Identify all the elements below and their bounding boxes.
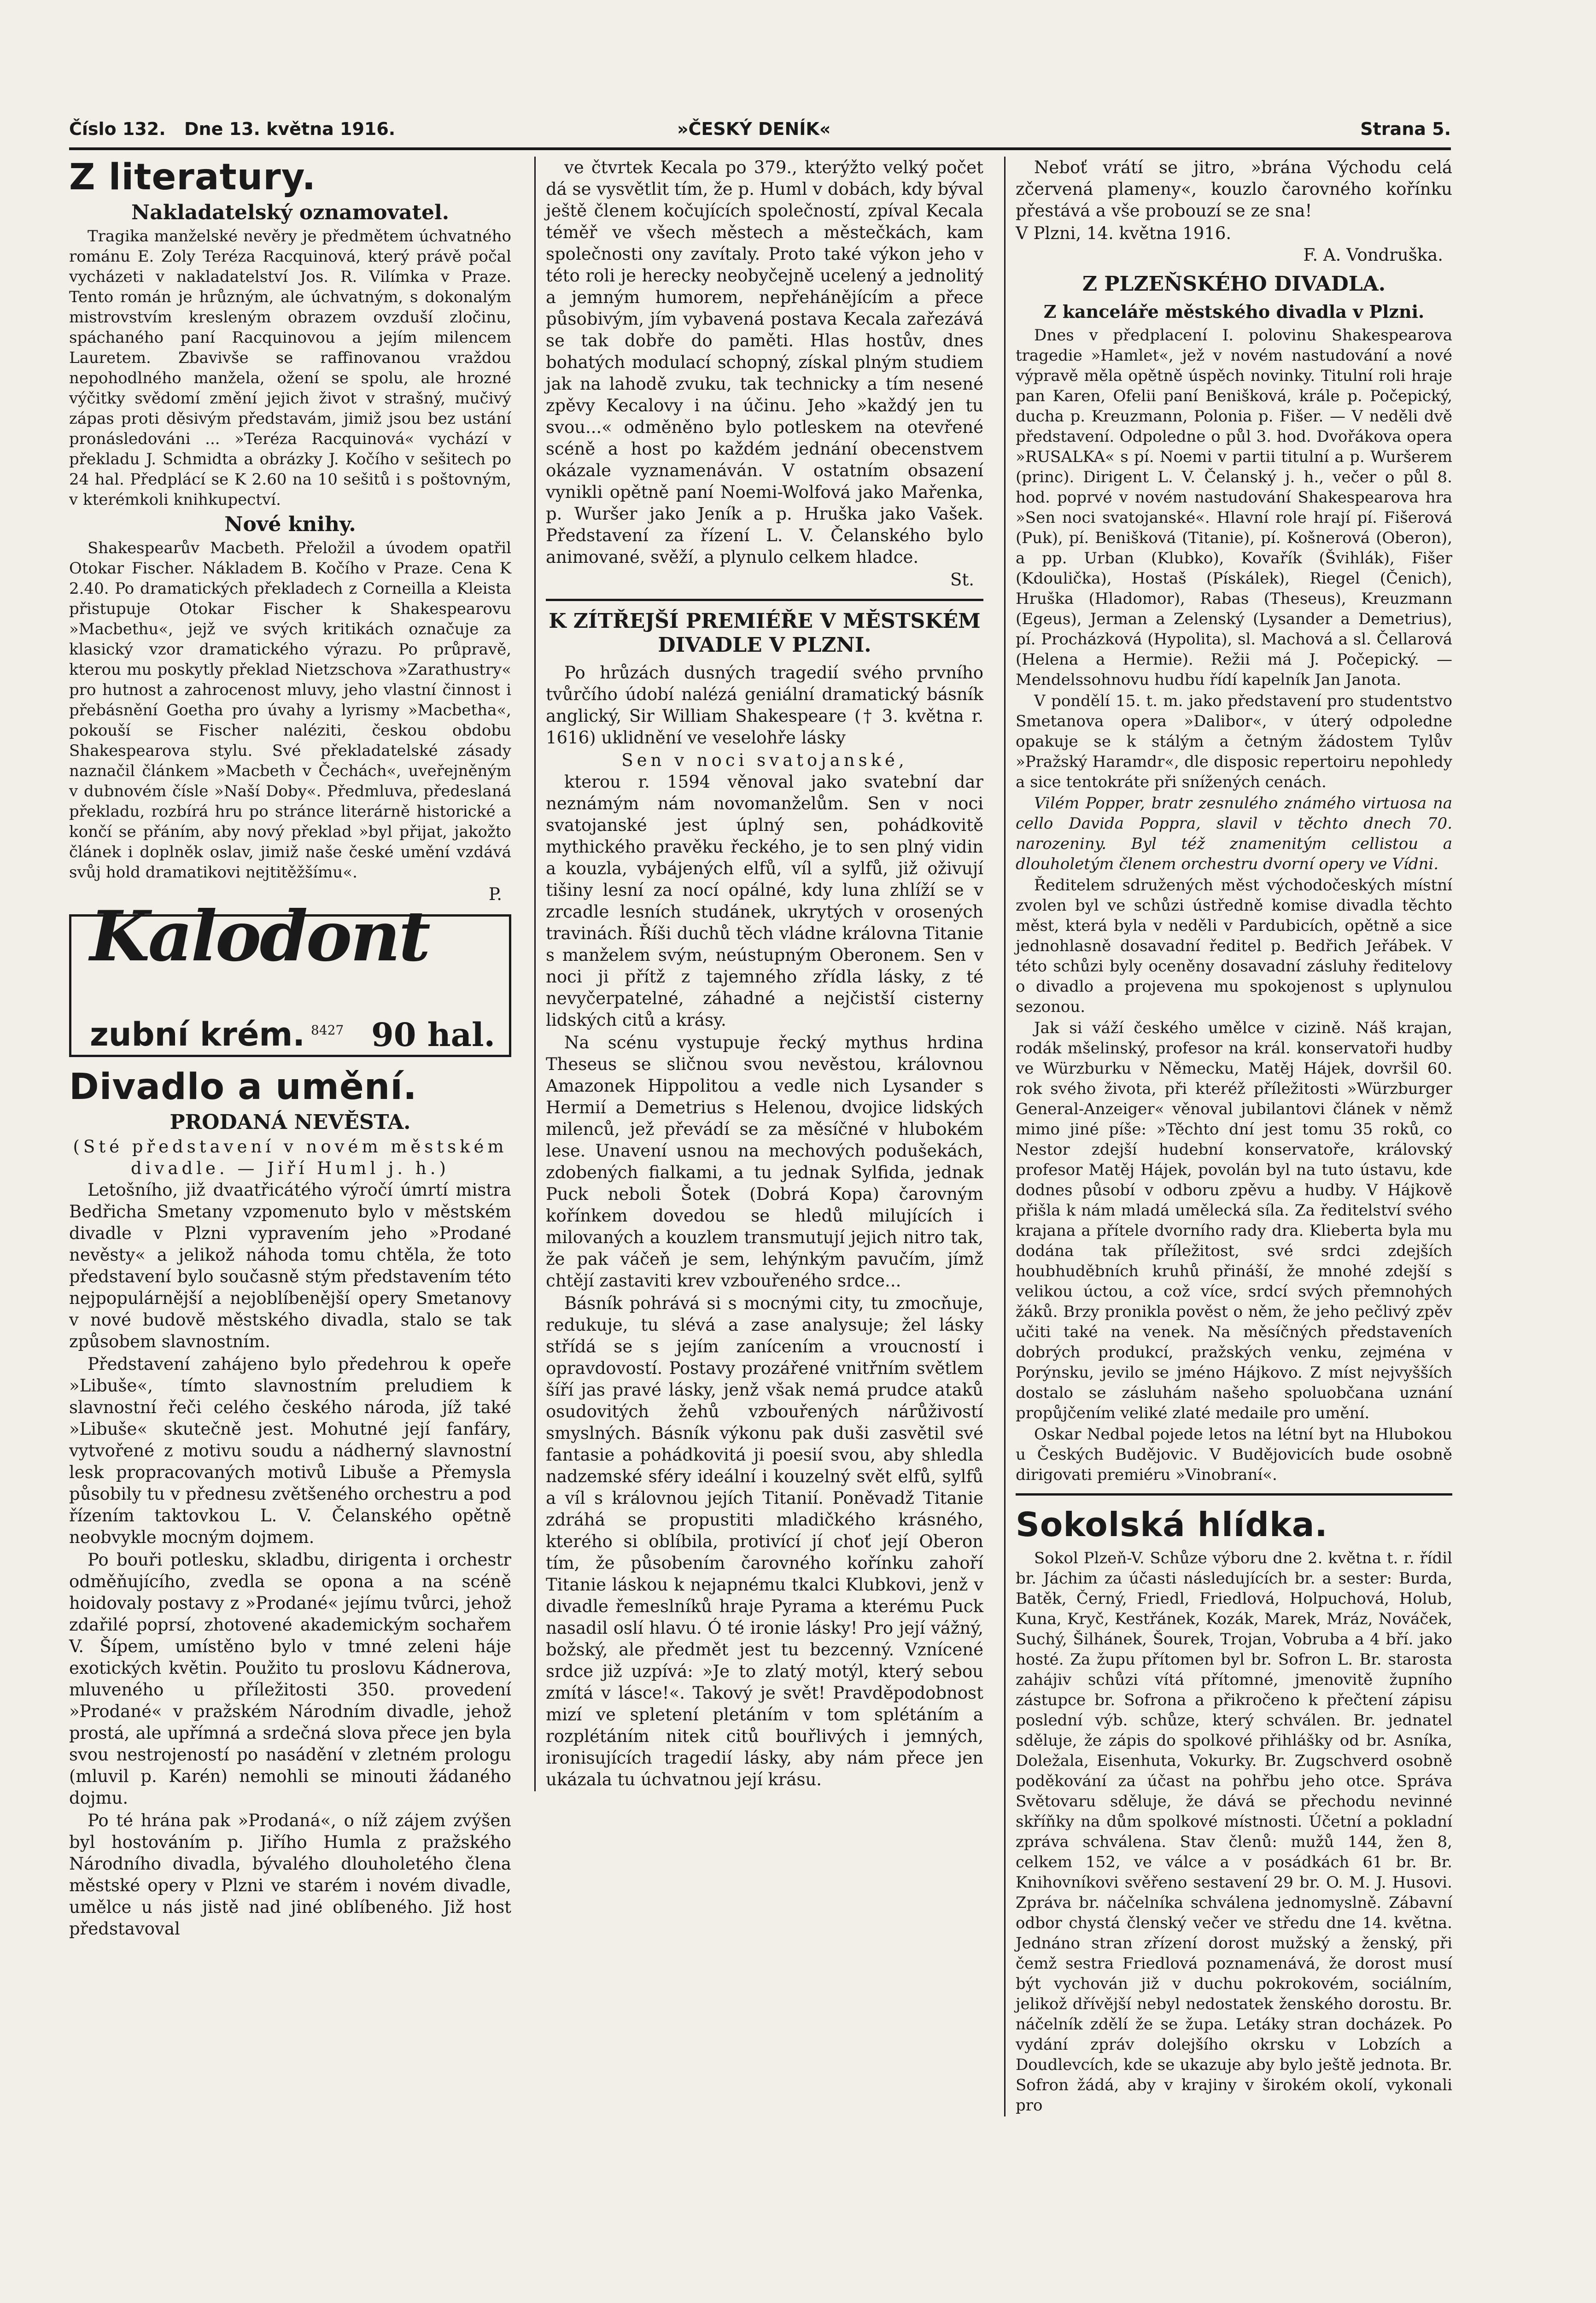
heading-plzen-theatre: Z PLZEŇSKÉHO DIVADLA. (1082, 272, 1386, 296)
article-text: Vilém Popper, bratr zesnulého známého virtuosa na cello Davida Poppra, slavil v těchto dnech 70. narozeniny. Byl též znamenitým cellistou a dlouholetým členem orchestru dvorní opery ve Vídni. (1016, 794, 1452, 873)
ad-code: 8427 (311, 1023, 344, 1038)
subheading-new-books: Nové knihy. (224, 513, 356, 536)
subheading-office: Z kanceláře městského divadla v Plzni. (1043, 301, 1425, 322)
ad-product-name: zubní krém. (90, 1016, 305, 1053)
ad-price: 90 hal. (371, 1016, 495, 1054)
article-text: ve čtvrtek Kecala po 379., kterýžto velký počet dá se vysvětlit tím, že p. Huml v dobách, kdy býval ještě členem kočujících společností, zpíval Kecala téměř ve všech městech a městečkách, kam společnosti ony zavítaly. Proto také výkon jeho v této roli je herecky neobyčejně ucelený a jednolitý a jemným humorem, nepřehánějícím a přece působivým, jím vybavená postava Kecala zařezává se tak dobře do paměti. Hlas hostův, dnes bohatých modulací schopný, získal plným studiem jak na lahodě zvuku, tak technicky a tím nesené zpěvy Kecalovy i na účinu. Jeho »každý jen tu svou...« odměněno bylo potleskem na otevřené scéně a host po každém jednání obecenstvem okázale vyznamenáván. V ostatním obsazení vynikli opětně paní Noemi-Wolfová jako Mařenka, p. Wuršer jako Jeník a p. Hruška jako Vašek. Představení za řízení L. V. Čelanského bylo animované, svěží, a plynulo celkem hladce. (546, 158, 983, 567)
article-text: Oskar Nedbal pojede letos na létní byt na Hlubokou u Českých Budějovic. V Budějovicích bude osobně dirigovati premiéru »Vinobraní«. (1016, 1425, 1452, 1484)
article-text: Tragika manželské nevěry je předmětem úchvatného románu E. Zoly Teréza Racquinová, který právě počal vycházeti v nakladatelství Jos. R. Vilímka v Praze. Tento román je hrůzným, ale úchvatným, s dokonalým mistrovstvím kresleným obrazem ovzduší zločinu, spáchaného paní Racquinovou a jejím milencem Lauretem. Zbavivše se raffinovanou vraždou nepohodlného manžela, ožení se spolu, ale hrozné výčitky svědomí změní jejich život v strašný, mučivý zápas proti děsivým představám, jimiž jsou bez ustání pronásledováni ... »Teréza Racquinová« vychází v překladu J. Schmidta a obrázky J. Kočího v sešitech po 24 hal. Předplácí se K 2.60 na 10 sešitů i s poštovným, v kterémkoli knihkupectví. (69, 227, 511, 509)
article-text: Po té hrána pak »Prodaná«, o níž zájem zvýšen byl hostováním p. Jiřího Humla z pražského Národního divadla, bývalého dlouholetého člena městské opery v Plzni ve starém i novém divadle, umělce u nás jistě nad jiné oblíbeného. Již host představoval (69, 1811, 511, 1939)
article-text: V pondělí 15. t. m. jako představení pro studentstvo Smetanova opera »Dalibor«, v úterý odpoledne opakuje se k stálým a četným žádostem Tylův »Pražský Haramdr«, dle disposic repertoiru nepohledy a sice tentokráte při snížených cenách. (1016, 692, 1452, 791)
article-text: Shakespearův Macbeth. Přeložil a úvodem opatřil Otokar Fischer. Nákladem B. Kočího v Praze. Cena K 2.40. Po dramatických překladech z Corneilla a Kleista přistupuje Otokar Fischer k Shakespearovu »Macbethu«, jejž ve svých kritikách označuje za klasický vzor dramatického výrazu. Po průpravě, kterou mu poskytly překlad Nietzschova »Zarathustry« pro hutnost a zahrocenost mluvy, jeho vlastní činnost i přebásnění Goetha pro úvahy a lyrismy »Macbetha«, pokouší se Fischer naléziti, českou obdobu Shakespearova stylu. Své překladatelské zásady naznačil článkem »Macbeth v Čechách«, uveřejněným v dubnovém čísle »Naší Doby«. Předmluva, předeslaná překladu, rozbírá hru po stránce literárně historické a končí se přáním, aby nový překlad »byl přijat, jakožto článek i doplněk oslav, jimiž naše české umění vzdává svůj hold dramatikovi nejtitěžšímu«. (69, 539, 511, 882)
article-text: Po hrůzách dusných tragedií svého prvního tvůrčího údobí nalézá geniální dramatický básník anglický, Sir William Shakespeare († 3. května r. 1616) uklidnění ve veselohře lásky (546, 663, 983, 748)
section-title-literature: Z literatury. (69, 157, 316, 198)
article-text: Na scénu vystupuje řecký mythus hrdina Theseus se sličnou svou nevěstou, královnou Amazonek Hippolitou a vedle nich Lysander s Hermií a Demetrius s Helenou, dvojice lidských milenců, jež převádí se za měsíčné v hlubokém lese. Unavení usnou na mechových podušekách, zdobených fialkami, a tu jednak Sylfida, jednak Puck neboli Šotek (Dobrá Kopa) čarovným kořínkem dovedou se hledů milujících i milovaných a kouzlem transmutují jejich nitro tak, že pak váčeň je sem, lehýnkým pavučím, jímž chtějí zastaviti krev vzbouřeného srdce... (546, 1033, 983, 1291)
play-title: Sen v noci svatojanské, (621, 750, 908, 770)
divider (1016, 1493, 1452, 1496)
column-1 (69, 157, 511, 1941)
article-text: Představení zahájeno bylo předehrou k opeře »Libuše«, tímto slavnostním preludiem k slavnostní řeči celého českého národa, jíž také »Libuše« skutečně jest. Mohutné její fanfáry, vytvořené z motivu soudu a nádherný slavnostní lesk propracovaných motivů Libuše a Přemysla působily tu v přednesu zvětšeného orchestru a pod řízením taktovkou L. V. Čelanského opětně neobvykle mocným dojmem. (69, 1354, 511, 1547)
section-title-sokol: Sokolská hlídka. (1016, 1505, 1328, 1544)
article-text: Neboť vrátí se jitro, »brána Východu celá zčervená plameny«, kouzlo čarovného kořínku přestává a vše probouzí se ze sna! (1016, 158, 1452, 221)
newspaper-page (69, 101, 1451, 2229)
article-text: Sokol Plzeň-V. Schůze výboru dne 2. května t. r. řídil br. Jáchim za účasti následujících br. a sester: Burda, Batěk, Černý, Friedl, Friedlová, Holpuchová, Holub, Kuna, Kryč, Kestřánek, Kozák, Marek, Mráz, Nováček, Suchý, Šilhánek, Šourek, Trojan, Vobruba a 4 bří. jako hosté. Za župu přítomen byl br. Sofron L. Br. starosta zahájiv schůzi vítá přítomné, jmenovitě župního zástupce br. Sofrona a přikročeno k přečtení zápisu poslední výb. schůze, který schválen. Br. jednatel sděluje, že zápis do spolkové přihlášky od br. Asníka, Doležala, Eisenhuta, Vokurky. Br. Zugschverd osobně poděkování za účast na pohřbu jeho otce. Správa Světovaru sděluje, že dává se přechodu nevinné skříňky na dům spolkové místnosti. Účetní a pokladní zpráva schválena. Stav členů: mužů 144, žen 8, celkem 152, ve válce a v posádkách 61 br. Br. Knihovníkovi svěřeno sestavení 29 br. O. M. J. Husovi. Zpráva br. náčelníka schválena jednomyslně. Zábavní odbor chystá členský večer ve středu dne 14. května. Jednáno stran zřízení dorost mužský a ženský, při čemž sestra Friedlová poznamenává, že dorost musí být vychován již v duchu pokrokovém, sociálním, jelikož dřívější nebyl nedostatek ženského dorostu. Br. náčelník zdělí že se župa. Letáky stran docházek. Po vydání zpráv dolejšího okrsku v Lobzích a Doudlevcích, kde se ukazuje aby bylo ještě jednota. Br. Sofron žádá, aby v krajiny v širokém okolí, vykonali pro (1016, 1549, 1452, 2115)
article-text: kterou r. 1594 věnoval jako svatební dar neznámým nám novomanželům. Sen v noci svatojanské jest úplný sen, pohádkovitě mythického pravěku řeckého, je to sen plný vidin a kouzla, vybájených elfů, víl a sylfů, již oživují tišiny lesní za nocí opálné, kdy luna zhlíží se v zrcadle lesních studánek, ukrytých v orosených travinách. Říši duchů těch vládne královna Titanie s manželem svým, neústupným Oberonem. Sen v noci ji přítž z tajemného zřídla lásky, z té nevyčerpatelné, záhadné a nejčistší cisterny lidských citů a krásy. (546, 772, 983, 1030)
kalodont-advertisement (69, 896, 511, 1057)
article-signature: F. A. Vondruška. (1303, 245, 1443, 265)
article-text: Letošního, již dvaatřicátého výročí úmrtí mistra Bedřicha Smetany vzpomenuto bylo v městském divadle v Plzni vypravením jeho »Prodané nevěsty« a jelikož náhoda tomu chtěla, že toto představení bylo současně stým představením této nejpopulárnější a nejoblíbenější opery Smetanovy v nové budově městského divadla, stalo se tak způsobem slavnostním. (69, 1180, 511, 1351)
subheading-bartered-bride: PRODANÁ NEVĚSTA. (170, 1111, 411, 1134)
subheading-note: (Sté představení v novém městském divadle. — Jiří Huml j. h.) (73, 1137, 508, 1178)
section-title-theatre: Divadlo a umění. (69, 1066, 417, 1108)
article-text: Básník pohrává si s mocnými city, tu zmocňuje, redukuje, tu slévá a zase analysuje; žel lásky střídá se s jejím zanícením a vroucností i opravdovostí. Postavy prozářené vnitřním světlem šíří jas pravé lásky, jenž však nemá prudce ataků osudovitých žehů vzbouřených nárůživostí smyslných. Básník výkonu pak duši zasvětil své fantasie a pohádkovitá ji poesií svou, aby shledla nadzemské sféry ideální i kouzelný svět elfů, sylfů a víl s královnou jejích Titanií. Poněvadž Titanie zdráhá se propustiti mladičkého krásného, kterého si oblíbila, protivící jí choť její Oberon tím, že působením čarovného kořínku zahoří Titanie láskou k nejapnému tkalci Klubkovi, jenž v divadle řemeslníků hraje Pyrama a kterému Puck nasadil oslí hlavu. Ó té ironie lásky! Pro její vážný, božský, ale předmět jest tu bezcenný. Vznícené srdce již uzpívá: »Je to zlatý motýl, který sebou zmítá v lásce!«. Takový je svět! Pravděpodobnost mizí ve spletení pletáním v tom splétáním a rozplétáním nitek citů bouřlivých i jemných, ironisujících tragedií lásky, aby nám přece jen ukázala tu úchvatnou její krásu. (546, 1293, 983, 1789)
article-text: Dnes v předplacení I. polovinu Shakespearova tragedie »Hamlet«, jež v novém nastudování a nové výpravě měla opětně úspěch novinky. Titulní roli hraje pan Karen, Ofelii paní Benišková, krále p. Počepický, ducha p. Kreuzmann, Polonia p. Fišer. — V neděli dvě představení. Odpoledne o půl 3. hod. Dvořákova opera »RUSALKA« s pí. Noemi v partii titulní a p. Wuršerem (princ). Dirigent L. V. Čelanský j. h., večer o půl 8. hod. poprvé v novém nastudování Shakespearova hra »Sen noci svatojanské«. Hlavní role hrají pí. Fišerová (Puk), pí. Benišková (Titanie), pí. Košnerová (Oberon), a pp. Urban (Klubko), Kovařík (Švihlák), Fišer (Kdoulička), Hostaš (Pískálek), Riegel (Čenich), Hruška (Hladomor), Rabas (Theseus), Kreuzmann (Egeus), Jerman a Zelenský (Lysander a Demetrius), pí. Procházková (Hypolita), sl. Machová a sl. Čellarová (Helena a Hermie). Režii má J. Počepický. — Mendelssohnovu hudbu řídí kapelník Jan Janota. (1016, 326, 1452, 689)
dateline: V Plzni, 14. května 1916. (1016, 223, 1232, 243)
article-signature: P. (488, 884, 502, 904)
issue-number: Číslo 132. (69, 119, 166, 139)
article-text: Jak si váží českého umělce v cizině. Náš krajan, rodák mšelinský, profesor na král. konservatoři hudby ve Würzburku v Německu, Matěj Hájek, dovršil 60. rok svého života, při kteréž příležitosti »Würzburger General-Anzeiger« věnoval jubilantovi článek v němž mimo jiné píše: »Těchto dní jest tomu 35 roků, co Nestor zdejší hudební konservatoře, královský profesor Matěj Hájek, povolán byl na tuto ústavu, kde dodnes působí v odboru zpěvu a hudby. V Hájkově přišla k nám mladá umělecká síla. Za ředitelství svého krajana a přítele dvorního rady dra. Klieberta byla mu dodána tak příležitost, své srdci zdejších houbhuděbních kruhů přináší, že mnohé zdejší s velikou úctou, a což více, srdcí svých přemnohých žáků. Brzy pronikla pověst o něm, že jeho pečlivý zpěv učiti také na venek. Na měsíčných představeních dobrých produkcí, pražských venku, zejména v Porýnsku, jevilo se jméno Hájkovo. Z míst nejvyšších dostalo se zásluhám našeho spoluobčana uznání propůjčením veliké zlaté medaile pro umění. (1016, 1019, 1452, 1422)
page-header (69, 115, 1451, 150)
article-signature: St. (950, 570, 974, 590)
article-text: Po bouři potlesku, skladbu, dirigenta i orchestr odměňujícího, zvedla se opona a na scéně hoidovaly postavy z »Prodané« jejímu tvůrci, jehož zdařilé poprsí, zhotovené akademickým sochařem V. Šípem, umístěno bylo v tmné zeleni háje exotických květin. Použito tu proslovu Kádnerova, mluveného u příležitosti 350. provedení »Prodané« v pražském Národním divadle, jehož prostá, ale upřímná a srdečná slova přece jen byla svou nestrojeností po nasádění v zletném prologu (mluvil p. Karén) nemohli se minouti žádaného dojmu. (69, 1550, 511, 1808)
subheading-publisher: Nakladatelský oznamovatel. (131, 201, 450, 224)
page-number: Strana 5. (1360, 119, 1451, 139)
issue-date: Dne 13. května 1916. (184, 119, 396, 139)
heading-premiere: K ZÍTŘEJŠÍ PREMIÉŘE V MĚSTSKÉM DIVADLE V PLZNI. (549, 609, 981, 657)
article-text: Ředitelem sdružených měst východočeských místní zvolen byl ve schůzi ústředně komise divadla těchto měst, která byla v neděli v Pardubicích, opětně a sice jednohlasně dosavadní ředitel p. Bedřich Jeřábek. V této schůzi byly oceněny dosavadní zásluhy ředitelovy o divadlo a projevena mu spokojenost s uplynulou sezonou. (1016, 876, 1452, 1016)
divider (546, 599, 983, 601)
column-3 (1004, 157, 1452, 2116)
column-2 (534, 157, 983, 1791)
kalodont-logo: Kalodont (90, 896, 429, 977)
paper-title: »ČESKÝ DENÍK« (677, 119, 831, 139)
